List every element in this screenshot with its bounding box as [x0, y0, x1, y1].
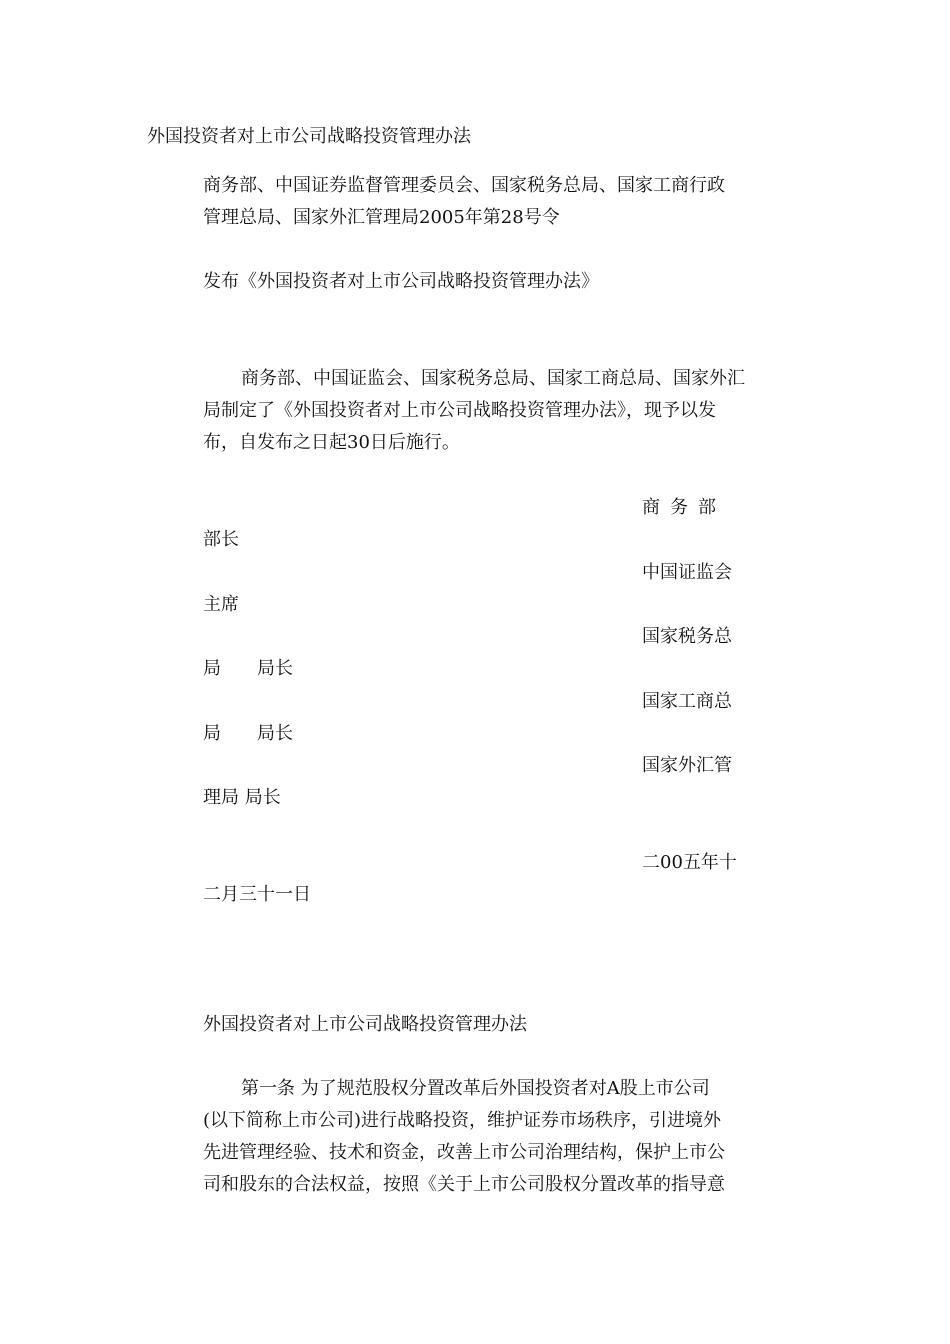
issuers-line: 管理总局、国家外汇管理局2005年第28号令 [203, 207, 560, 228]
announcement-line: 局制定了《外国投资者对上市公司战略投资管理办法》，现予以发 [203, 400, 716, 421]
signature-org: 国家外汇管 [642, 755, 732, 776]
signature-org: 国家工商总 [642, 691, 732, 712]
date-line: 二00五年十 [642, 852, 737, 873]
signature-org: 商务部 [642, 497, 726, 518]
article-line: 司和股东的合法权益，按照《关于上市公司股权分置改革的指导意 [203, 1174, 725, 1195]
article-1-paragraph [203, 1073, 725, 1201]
signature-title: 局 局长 [203, 658, 293, 679]
date-line: 二月三十一日 [203, 884, 311, 905]
publish-line: 发布《外国投资者对上市公司战略投资管理办法》 [203, 271, 599, 292]
article-line: 第一条 为了规范股权分置改革后外国投资者对A股上市公司 [241, 1078, 710, 1099]
article-line: (以下简称上市公司)进行战略投资，维护证券市场秩序，引进境外 [203, 1110, 722, 1131]
issuers-line: 商务部、中国证券监督管理委员会、国家税务总局、国家工商行政 [203, 175, 725, 196]
article-line: 先进管理经验、技术和资金，改善上市公司治理结构，保护上市公 [203, 1142, 725, 1163]
signature-title: 局 局长 [203, 723, 293, 744]
measures-title: 外国投资者对上市公司战略投资管理办法 [203, 1014, 527, 1035]
signature-title: 部长 [203, 529, 239, 550]
signature-org: 国家税务总 [642, 626, 732, 647]
signature-title: 理局 局长 [203, 787, 281, 808]
announcement-line: 布，自发布之日起30日后施行。 [203, 432, 460, 453]
doc-title: 外国投资者对上市公司战略投资管理办法 [147, 126, 471, 147]
announcement-line: 商务部、中国证监会、国家税务总局、国家工商总局、国家外汇 [241, 368, 745, 389]
signature-title: 主席 [203, 594, 239, 615]
issuers-paragraph [203, 170, 725, 234]
announcement-paragraph [203, 363, 745, 459]
signature-org: 中国证监会 [642, 562, 732, 583]
